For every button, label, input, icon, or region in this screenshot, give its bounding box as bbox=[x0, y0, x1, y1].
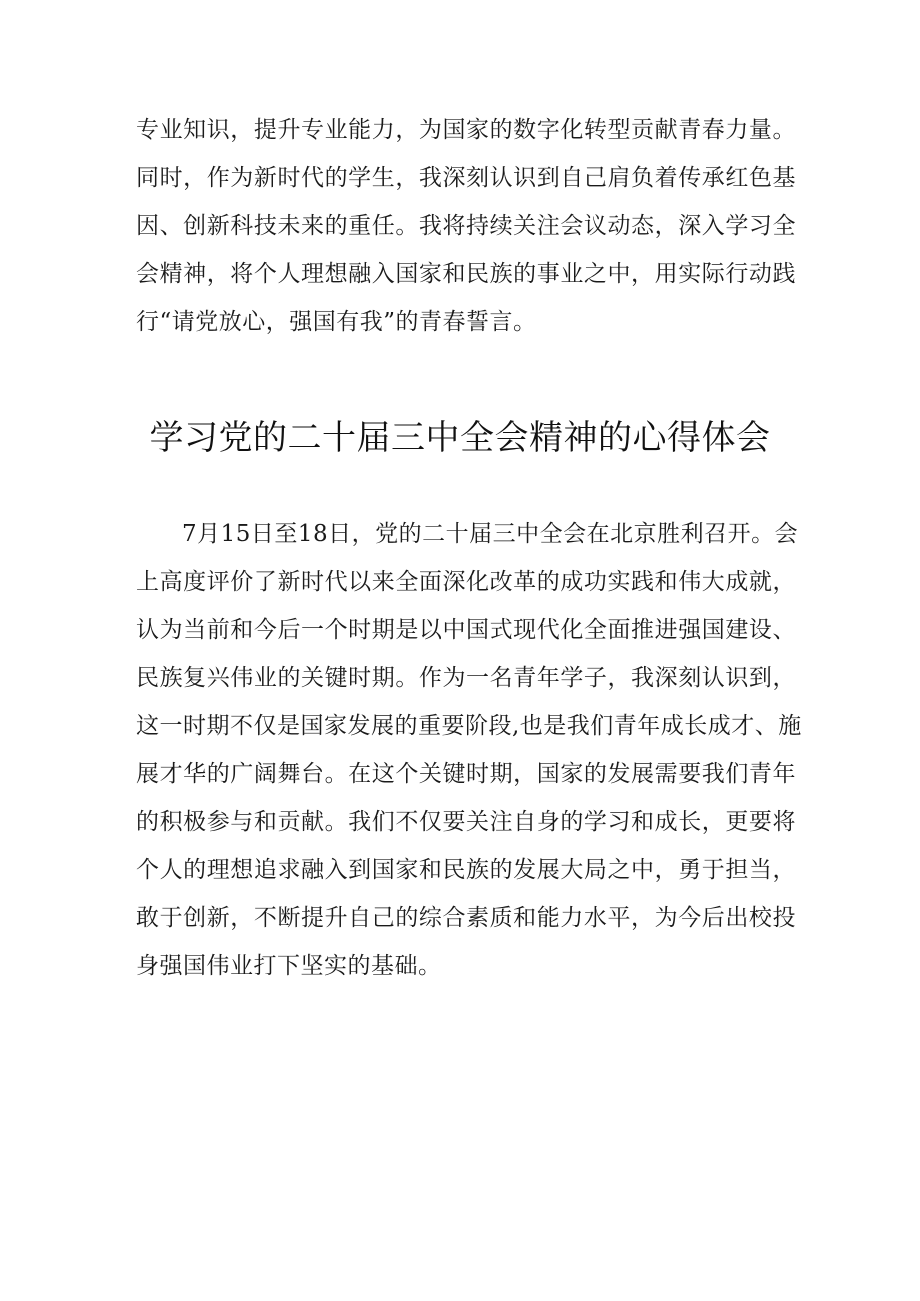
paragraph-line: 行“请党放心，强国有我”的青春誓言。 bbox=[136, 309, 537, 335]
paragraph-line: 个人的理想追求融入到国家和民族的发展大局之中，勇于担当， bbox=[136, 857, 796, 883]
paragraph-line: 展才华的广阔舞台。在这个关键时期，国家的发展需要我们青年 bbox=[136, 761, 796, 787]
paragraph-line: 因、创新科技未来的重任。我将持续关注会议动态，深入学习全 bbox=[136, 213, 796, 239]
paragraph-line: 的积极参与和贡献。我们不仅要关注自身的学习和成长，更要将 bbox=[136, 809, 796, 835]
paragraph-line: 这一时期不仅是国家发展的重要阶段,也是我们青年成长成才、施 bbox=[136, 713, 802, 739]
paragraph-line: 民族复兴伟业的关键时期。作为一名青年学子，我深刻认识到， bbox=[136, 665, 796, 691]
paragraph-line: 身强国伟业打下坚实的基础。 bbox=[136, 953, 442, 979]
page-title: 学习党的二十届三中全会精神的心得体会 bbox=[149, 418, 771, 458]
paragraph-line: 专业知识，提升专业能力，为国家的数字化转型贡献青春力量。 bbox=[136, 117, 796, 143]
paragraph-line: 敢于创新，不断提升自己的综合素质和能力水平，为今后出校投 bbox=[136, 905, 796, 931]
main-paragraph bbox=[136, 510, 802, 990]
paragraph-line: 上高度评价了新时代以来全面深化改革的成功实践和伟大成就， bbox=[136, 569, 796, 595]
continued-paragraph bbox=[136, 106, 796, 346]
paragraph-line: 7月15日至18日，党的二十届三中全会在北京胜利召开。会 bbox=[182, 521, 799, 547]
paragraph-line: 会精神，将个人理想融入国家和民族的事业之中，用实际行动践 bbox=[136, 261, 796, 287]
paragraph-line: 同时，作为新时代的学生，我深刻认识到自己肩负着传承红色基 bbox=[136, 165, 796, 191]
paragraph-line: 认为当前和今后一个时期是以中国式现代化全面推进强国建设、 bbox=[136, 617, 796, 643]
